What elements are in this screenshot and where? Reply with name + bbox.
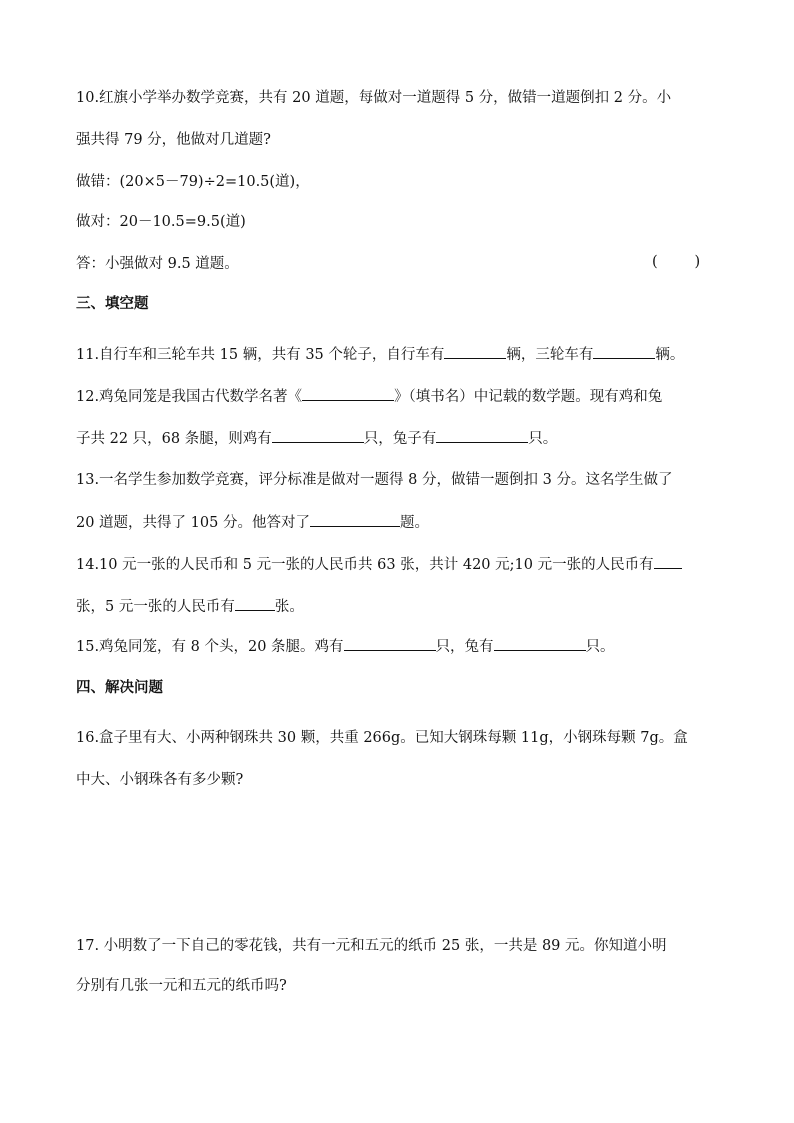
q15 — [76, 636, 615, 657]
q12-blank-rabbit[interactable] — [436, 428, 528, 443]
q16-line1: 16.盒子里有大、小两种钢珠共 30 颗，共重 266g。已知大钢珠每颗 11g，小钢珠每颗 7g。盒 — [76, 730, 688, 746]
q11-text-b: 辆，三轮车有 — [506, 347, 594, 363]
q14-blank-ten-yuan[interactable] — [654, 554, 682, 569]
q12-line1 — [76, 386, 662, 407]
q11 — [76, 344, 684, 365]
q10-judge-parens[interactable]: ( ) — [652, 254, 701, 270]
q10-line1: 10.红旗小学举办数学竞赛，共有 20 道题，每做对一道题得 5 分，做错一道题倒扣 2 分。小 — [76, 90, 672, 106]
q11-text-a: 11.自行车和三轮车共 15 辆，共有 35 个轮子，自行车有 — [76, 347, 445, 363]
q12-text-e: 只。 — [528, 431, 558, 447]
q17-line2: 分别有几张一元和五元的纸币吗? — [76, 978, 287, 994]
q11-blank-tricycle[interactable] — [593, 344, 655, 359]
q13-text-b: 题。 — [399, 515, 429, 531]
q11-text-c: 辆。 — [655, 347, 685, 363]
q12-text-d: 只，兔子有 — [363, 431, 437, 447]
q14-line1 — [76, 554, 682, 575]
q15-text-c: 只。 — [585, 639, 615, 655]
q12-blank-book[interactable] — [302, 386, 394, 401]
q12-text-c: 子共 22 只，68 条腿，则鸡有 — [76, 431, 272, 447]
q10-answer: 答：小强做对 9.5 道题。 — [76, 256, 239, 272]
q14-blank-five-yuan[interactable] — [235, 596, 275, 611]
q14-line2 — [76, 596, 304, 617]
q14-text-b: 张，5 元一张的人民币有 — [76, 599, 235, 615]
q15-blank-rabbit[interactable] — [494, 636, 586, 651]
q15-text-b: 只，兔有 — [435, 639, 494, 655]
q10-line2: 强共得 79 分，他做对几道题? — [76, 132, 271, 148]
q11-blank-bicycle[interactable] — [444, 344, 506, 359]
section-4-title: 四、解决问题 — [76, 679, 163, 696]
q14-text-c: 张。 — [274, 599, 304, 615]
q15-blank-chicken[interactable] — [344, 636, 436, 651]
q12-text-a: 12.鸡兔同笼是我国古代数学名著《 — [76, 389, 303, 405]
q13-line1: 13.一名学生参加数学竞赛，评分标准是做对一题得 8 分，做错一题倒扣 3 分。这名学生做了 — [76, 472, 673, 488]
q13-line2 — [76, 512, 429, 533]
q16-line2: 中大、小钢珠各有多少颗? — [76, 772, 244, 788]
q10-right-calc: 做对：20－10.5=9.5(道) — [76, 214, 246, 230]
q12-line2 — [76, 428, 557, 449]
q12-blank-chicken[interactable] — [272, 428, 364, 443]
q13-text-a: 20 道题，共得了 105 分。他答对了 — [76, 515, 310, 531]
section-3-title: 三、填空题 — [76, 295, 149, 312]
q17-line1: 17. 小明数了一下自己的零花钱，共有一元和五元的纸币 25 张，一共是 89 元。你知道小明 — [76, 938, 667, 954]
q13-blank-correct[interactable] — [310, 512, 400, 527]
q10-wrong-calc: 做错：(20×5－79)÷2=10.5(道)， — [76, 174, 310, 190]
q15-text-a: 15.鸡兔同笼，有 8 个头，20 条腿。鸡有 — [76, 639, 344, 655]
q14-text-a: 14.10 元一张的人民币和 5 元一张的人民币共 63 张，共计 420 元;10 元一张的人民币有 — [76, 557, 654, 573]
q12-text-b: 》（填书名）中记载的数学题。现有鸡和兔 — [394, 389, 663, 405]
